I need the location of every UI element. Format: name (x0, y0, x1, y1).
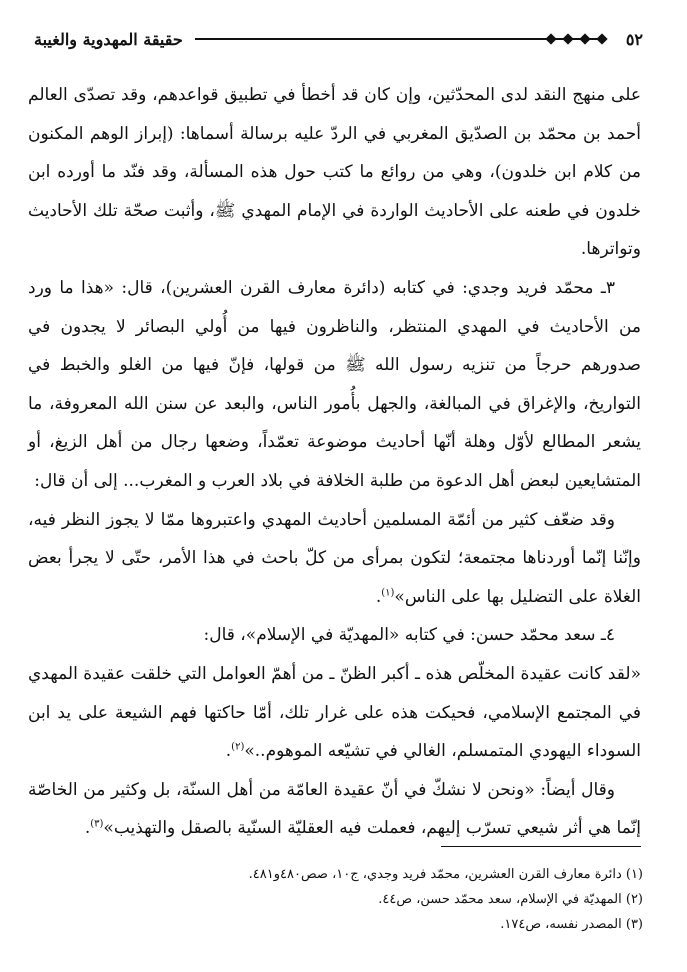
header-rule (195, 29, 606, 49)
diamond-ornament-icon (545, 33, 556, 44)
running-header (34, 26, 643, 52)
paragraph: على منهج النقد لدى المحدّثين، وإن كان قد أخطأ في تطبيق قواعدهم، وقد تصدّى العالم أحمد بن محمّد بن الصدّيق المغربي في الردّ عليه برسالة أسماها: (إبراز الوهم المكنون من كلام ابن خلدون)، وهي من روائع ما كتب حول هذه المسألة، وقد فنّد ما أورده ابن خلدون في طعنه على الأحاديث الواردة في الإمام المهدي ﷺ، وأثبت صحّة تلك الأحاديث وتواترها. (28, 85, 641, 260)
footnote: (٣) المصدر نفسه، ص١٧٤. (500, 917, 643, 932)
footnotes (28, 862, 643, 937)
diamond-ornament-icon (579, 33, 590, 44)
diamond-ornament-icon (562, 33, 573, 44)
paragraph: وقال أيضاً: «ونحن لا نشكّ في أنّ عقيدة العامّة من أهل السنّة، بل وكثير من الخاصّة إنّما هي أثر شيعي تسرّب إليهم، فعملت فيه العقليّة السنّية بالصقل والتهذيب»$^{(٣)}$. (28, 779, 641, 839)
page-number: ٥٢ (625, 29, 643, 49)
paragraph: ٣ـ محمّد فريد وجدي: في كتابه (دائرة معارف القرن العشرين)، قال: «هذا ما ورد من الأحاديث في المهدي المنتظر، والناظرون فيها من أُولي البصائر لا يجدون في صدورهم حرجاً من تنزيه رسول الله ﷺ من قولها، فإنّ فيها من الغلو والخبط في التواريخ، والإغراق في المبالغة، والجهل بأُمور الناس، والبعد عن سنن الله المعروفة، ما يشعر المطالع لأوّل وهلة أنّها أحاديث موضوعة تعمّداً، وضعها رجال من أهل الزيغ، أو المتشايعين لبعض أهل الدعوة من طلبة الخلافة في بلاد العرب و المغرب... إلى أن قال: (28, 277, 641, 491)
diamond-ornament-icon (596, 33, 607, 44)
paragraph: ٤ـ سعد محمّد حسن: في كتابه «المهديّة في الإسلام»، قال: (203, 625, 615, 646)
footnote: (٢) المهديّة في الإسلام، سعد محمّد حسن، ص٤٤. (378, 892, 643, 907)
footnote-ref[interactable]: (٢) (231, 741, 245, 753)
running-title: حقيقة المهدوية والغيبة (34, 29, 183, 49)
body-text (28, 76, 641, 848)
paragraph: «لقد كانت عقيدة المخلّص هذه ـ أكبر الظنّ ـ من أهمّ العوامل التي خلقت عقيدة المهدي في المجتمع الإسلامي، فحيكت هذه على غرار تلك، أمّا حاكتها فهم الشيعة على يد ابن السوداء اليهودي المتمسلم، الغالي في تشيّعه الموهوم..»$^{(٢)}$. (28, 663, 641, 762)
footnote: (١) دائرة معارف القرن العشرين، محمّد فريد وجدي، ج١٠، صص٤٨٠و٤٨١. (248, 867, 643, 882)
footnote-ref[interactable]: (١) (381, 587, 395, 599)
footnote-ref[interactable]: (٣) (90, 818, 104, 830)
footnote-separator (441, 846, 641, 847)
header-ornament (547, 33, 606, 43)
paragraph: وقد ضعّف كثير من أئمّة المسلمين أحاديث المهدي واعتبروها ممّا لا يجوز النظر فيه، وإنّنا إنّما أوردناها مجتمعة؛ لتكون بمرأى من كلّ باحث في هذا الأمر، حتّى لا يجرأ بعض الغلاة على التضليل بها على الناس»$^{(١)}$. (28, 509, 641, 607)
